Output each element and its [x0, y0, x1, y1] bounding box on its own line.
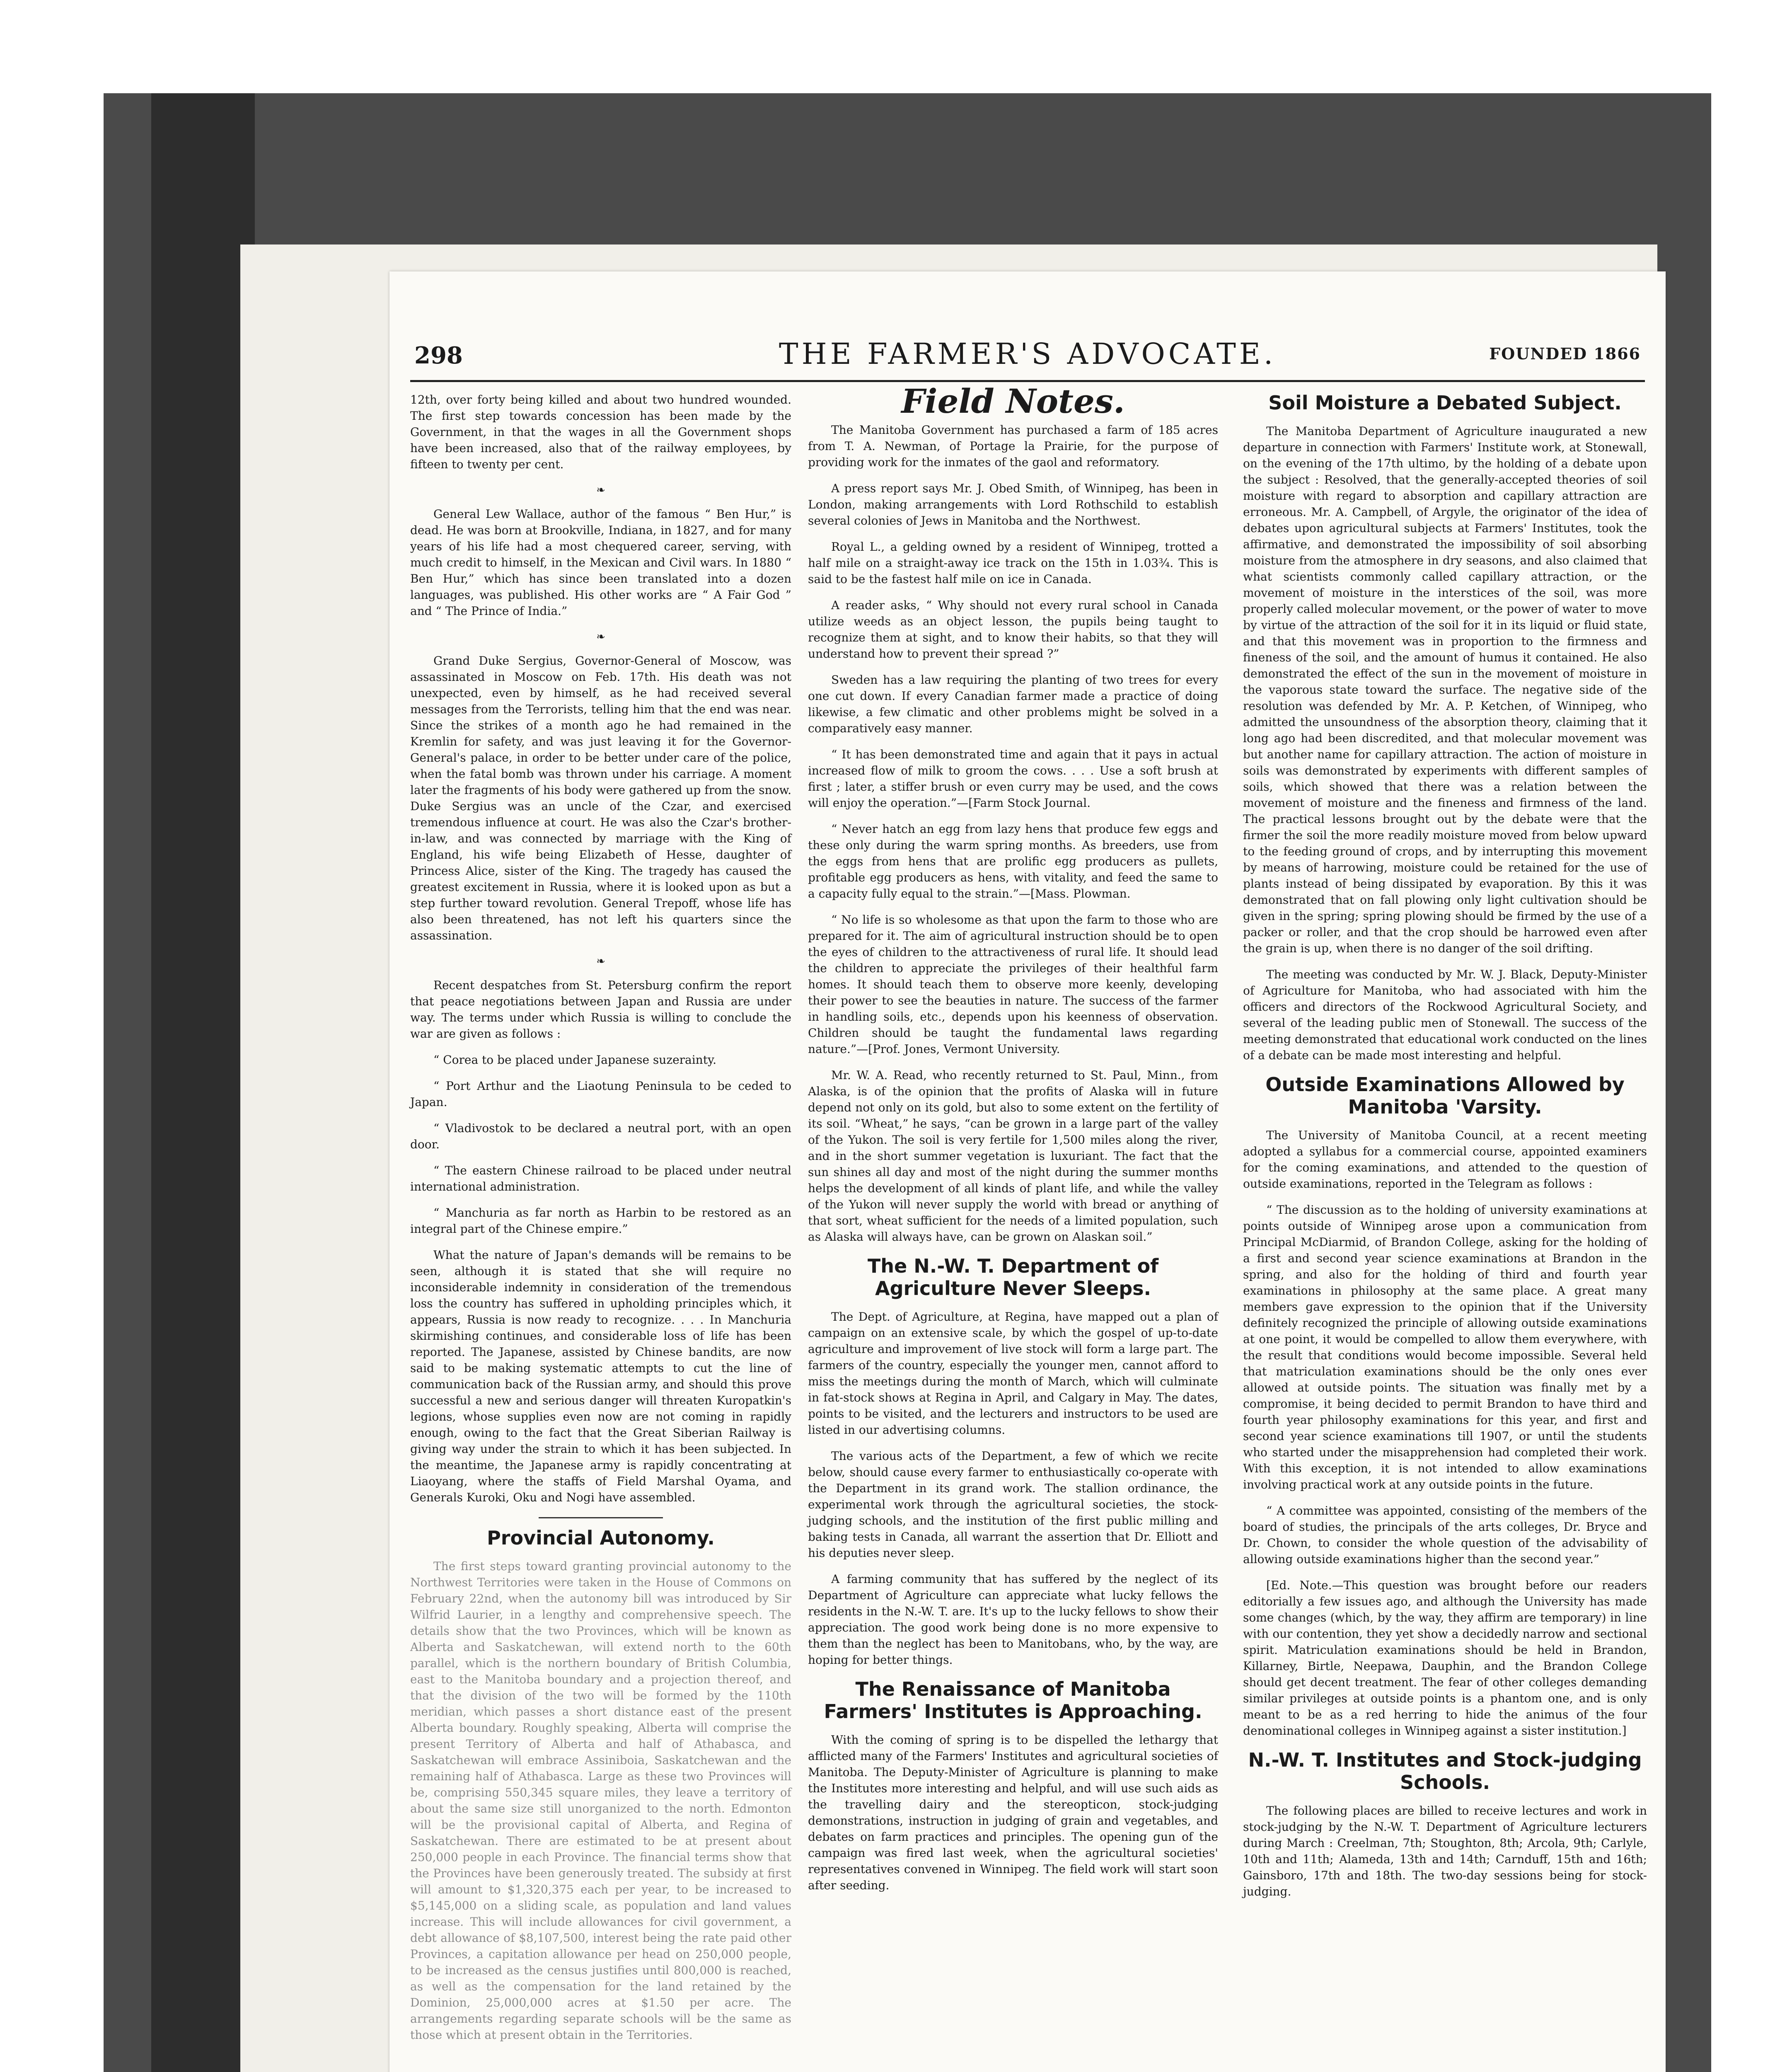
paragraph: “ Never hatch an egg from lazy hens that produce few eggs and these only during the warm spring months. As breeders, use from the eggs from hens that are prolific egg producers as pullets, profitable egg producers as hens, with vitality, and feed the same to a capacity fully equal to the strain.”—[Mass. Plowman. [808, 822, 1218, 900]
paragraph: “ Port Arthur and the Liaotung Peninsula to be ceded to Japan. [410, 1079, 791, 1109]
paragraph: The various acts of the Department, a few of which we recite below, should cause every farmer to enthusiastically co-operate with the Department in its grand work. The stallion ordinance, the experimental work through the agricultural societies, the stock-judging schools, and the institution of the first public milling and baking tests in Canada, all warrant the assertion that Dr. Elliott and his deputies never sleep. [808, 1449, 1218, 1560]
paragraph: The Manitoba Government has purchased a farm of 185 acres from T. A. Newman, of Portage la Prairie, for the purpose of providing work for the inmates of the gaol and reformatory. [808, 423, 1218, 469]
paragraph: “ Corea to be placed under Japanese suzerainty. [433, 1053, 716, 1067]
paragraph: A reader asks, “ Why should not every rural school in Canada utilize weeds as an object lesson, the pupils being taught to recognize them at sight, and to know their habits, so that they will understand how to prevent their spread ?” [808, 598, 1218, 661]
paragraph: [Ed. Note.—This question was brought before our readers editorially a few issues ago, and although the University has made some changes (which, by the way, they affirm are temporary) in line with our contention, they yet show a decidedly narrow and sectional spirit. Matriculation examinations should be held in Brandon, Killarney, Birtle, Neepawa, Dauphin, and the Brandon College should get decent treatment. The fear of other colleges demanding similar privileges at outside points is a phantom one, and is only meant to be as a red herring to hide the animus of the four denominational colleges in Winnipeg against a sister institution.] [1243, 1578, 1647, 1738]
paragraph: Mr. W. A. Read, who recently returned to St. Paul, Minn., from Alaska, is of the opinion that the profits of Alaska will in future depend not only on its gold, but also to some extent on the fertility of its soil. “Wheat,” he says, “can be grown in a large part of the valley of the Yukon. The soil is very fertile for 1,500 miles along the river, and in the short summer vegetation is luxuriant. The fact that the sun shines all day and most of the night during the summer months helps the development of all kinds of plant life, and while the valley of the Yukon will never supply the world with bread or anything of that sort, wheat sufficient for the needs of a limited population, such as Alaska will always have, can be grown on Alaskan soil.” [808, 1068, 1218, 1244]
paragraph: Sweden has a law requiring the planting of two trees for every one cut down. If every Canadian farmer made a practice of doing likewise, a few climatic and other problems might be solved in a comparatively easy manner. [808, 673, 1218, 735]
founded-label: FOUNDED 1866 [1489, 344, 1641, 363]
paragraph: “ A committee was appointed, consisting of the members of the board of studies, the principals of the arts colleges, Dr. Bryce and Dr. Chown, to consider the whole question of the advisability of allowing outside examinations higher than the second year.” [1243, 1504, 1647, 1566]
separator-icon: ❧ [596, 484, 605, 496]
paragraph: Royal L., a gelding owned by a resident of Winnipeg, trotted a half mile on a straight-away ice track on the 15th in 1.03¾. This is said to be the fastest half mile on ice in Canada. [808, 540, 1218, 586]
paragraph: “ The discussion as to the holding of university examinations at points outside of Winnipeg arose upon a communication from Principal McDiarmid, of Brandon College, asking for the holding of a first and second year science examinations at Brandon in the spring, and also for the holding of third and fourth year examinations in philosophy at the same place. A great many members gave expression to the opinion that if the University definitely recognized the principle of allowing outside examinations at one point, it would be compelled to allow them everywhere, with the result that conditions would become impossible. Several held that matriculation examinations should be the only ones ever allowed at outside points. The situation was finally met by a compromise, it being decided to permit Brandon to have third and fourth year philosophy examinations for this year, and first and second year science examinations till 1907, or until the students who started under the misapprehension had completed their work. With this exception, it is not intended to allow examinations involving practical work at any outside points in the future. [1243, 1203, 1647, 1491]
paragraph: What the nature of Japan's demands will be remains to be seen, although it is stated that she will require no inconsiderable indemnity in consideration of the tremendous loss the country has suffered in upholding principles which, it appears, Russia is now ready to recognize. . . . In Manchuria skirmishing continues, and considerable loss of life has been reported. The Japanese, assisted by Chinese bandits, are now said to be making systematic attempts to cut the line of communication back of the Russian army, and should this prove successful a new and serious danger will threaten Kuropatkin's legions, whose supplies even now are not coming in rapidly enough, owing to the fact that the Great Siberian Railway is giving way under the strain to which it has been subjected. In the meantime, the Japanese army is rapidly concentrating at Liaoyang, where the staffs of Field Marshal Oyama, and Generals Kuroki, Oku and Nogi have assembled. [410, 1248, 791, 1504]
heading-nwt-department: The N.-W. T. Department of Agriculture Never Sleeps. [867, 1255, 1159, 1300]
paragraph: The Manitoba Department of Agriculture inaugurated a new departure in connection with Farmers' Institute work, at Stonewall, on the evening of the 17th ultimo, by the holding of a debate upon the subject : Resolved, that the generally-accepted theories of soil moisture with regard to absorption and capillary attraction are erroneous. Mr. A. Campbell, of Argyle, the originator of the idea of debates upon agricultural subjects at Farmers' Institutes, took the affirmative, and demonstrated the impossibility of soil absorbing moisture from the atmosphere in dry seasons, and also claimed that what scientists commonly called capillary attraction, or the movement of moisture in the interstices of the soil, was more properly called molecular movement, or the power of water to move by virtue of the attraction of the soil for it in its liquid or fluid state, and that this movement was in proportion to the firmness and fineness of the soil, and the amount of humus it contained. He also demonstrated the effect of the sun in the movement of moisture in the vaporous state toward the surface. The negative side of the resolution was defended by Mr. A. P. Ketchen, of Winnipeg, who admitted the unsoundness of the absorption theory, claiming that it long ago had been discredited, and that molecular movement was but another name for capillary attraction. The action of moisture in soils was demonstrated by experiments with different samples of soils, which showed that there was a relation between the movement of moisture and the fineness and firmness of the land. The practical lessons brought out by the debate were that the firmer the soil the more readily moisture moved from below upward to the feeding ground of crops, and by interrupting this movement by means of harrowing, moisture could be retained for the use of plants instead of being dissipated by evaporation. By this it was demonstrated that on fall plowing only light cultivation should be given in the spring; spring plowing should be firmed by the use of a packer or roller, and that the crop should be harrowed even after the grain is up, when there is no danger of the soil drifting. [1243, 424, 1647, 955]
separator-icon: ❧ [596, 631, 605, 643]
paragraph: Recent despatches from St. Petersburg confirm the report that peace negotiations between Japan and Russia are under way. The terms under which Russia is willing to conclude the war are given as follows : [410, 978, 791, 1041]
heading-outside-examinations: Outside Examinations Allowed by Manitoba 'Varsity. [1265, 1073, 1625, 1118]
paragraph: A farming community that has suffered by the neglect of its Department of Agriculture can appreciate what lucky fellows the residents in the N.-W. T. are. It's up to the lucky fellows to show their appreciation. The good work being done is no more expensive to them than the neglect has been to Manitobans, who, by the way, are hoping for better things. [808, 1572, 1218, 1667]
paragraph: The Dept. of Agriculture, at Regina, have mapped out a plan of campaign on an extensive scale, by which the gospel of up-to-date agriculture and improvement of live stock will form a large part. The farmers of the country, especially the younger men, cannot afford to miss the meetings during the month of March, which will culminate in fat-stock shows at Regina in April, and Calgary in May. The dates, points to be visited, and the lecturers and instructors to be used are listed in our advertising columns. [808, 1310, 1218, 1437]
paragraph: The first steps toward granting provincial autonomy to the Northwest Territories were taken in the House of Commons on February 22nd, when the autonomy bill was introduced by Sir Wilfrid Laurier, in a lengthy and comprehensive speech. The details show that the two Provinces, which will be known as Alberta and Saskatchewan, will extend north to the 60th parallel, which is the northern boundary of British Columbia, east to the Manitoba boundary and a projection thereof, and that the division of the two will be formed by the 110th meridian, which passes a short distance east of the present Alberta boundary. Roughly speaking, Alberta will comprise the present Territory of Alberta and half of Athabasca, and Saskatchewan will embrace Assiniboia, Saskatchewan and the remaining half of Athabasca. Large as these two Provinces will be, comprising 550,345 square miles, they leave a territory of about the same size still unorganized to the north. Edmonton will be the provisional capital of Alberta, and Regina of Saskatchewan. There are estimated to be at present about 250,000 people in each Province. The financial terms show that the Provinces have been generously treated. The subsidy at first will amount to $1,320,375 each per year, to be increased to $5,145,000 on a sliding scale, as population and land values increase. This will include allowances for civil government, a debt allowance of $8,107,500, interest being the rate paid other Provinces, a capitation allowance per head on 250,000 people, to be increased as the census justifies until 800,000 is reached, as well as the compensation for the land retained by the Dominion, 25,000,000 acres at $1.50 per acre. The arrangements regarding separate schools will be the same as those which at present obtain in the Territories. [410, 1559, 791, 2042]
scanner-edge [151, 93, 255, 2072]
paragraph: The following places are billed to receive lectures and work in stock-judging by the N.-W. T. Department of Agriculture lecturers during March : Creelman, 7th; Stoughton, 8th; Arcola, 9th; Carlyle, 10th and 11th; Alameda, 13th and 14th; Carnduff, 15th and 16th; Gainsboro, 17th and 18th. The two-day sessions being for stock-judging. [1243, 1804, 1647, 1898]
paragraph: The University of Manitoba Council, at a recent meeting adopted a syllabus for a commercial course, appointed examiners for the coming examinations, and attended to the question of outside examinations, reported in the Telegram as follows : [1243, 1128, 1647, 1191]
column-left [410, 392, 791, 2053]
paragraph: A press report says Mr. J. Obed Smith, of Winnipeg, has been in London, making arrangements with Lord Rothschild to establish several colonies of Jews in Manitoba and the Northwest. [808, 482, 1218, 528]
paragraph: With the coming of spring is to be dispelled the lethargy that afflicted many of the Farmers' Institutes and agricultural societies of Manitoba. The Deputy-Minister of Agriculture is planning to make the Institutes more interesting and helpful, and will use such aids as the travelling dairy and the stereopticon, stock-judging demonstrations, instruction in judging of grain and vegetables, and debates on farm practices and principles. The opening gun of the campaign was fired last week, when the agricultural societies' representatives convened in Winnipeg. The field work will start soon after seeding. [808, 1733, 1218, 1892]
page-number: 298 [414, 342, 463, 369]
heading-soil-moisture: Soil Moisture a Debated Subject. [1268, 392, 1622, 414]
section-rule [539, 1517, 663, 1518]
paragraph: “ Vladivostok to be declared a neutral port, with an open door. [410, 1121, 791, 1151]
separator-icon: ❧ [596, 955, 605, 968]
paragraph: General Lew Wallace, author of the famous “ Ben Hur,” is dead. He was born at Brookville, Indiana, in 1827, and for many years of his life had a most chequered career, serving, with much credit to himself, in the Mexican and Civil wars. In 1880 “ Ben Hur,” which has since been translated into a dozen languages, was published. His other works are “ A Fair God ” and “ The Prince of India.” [410, 507, 791, 618]
heading-field-notes: Field Notes. [901, 382, 1125, 421]
heading-nwt-institutes: N.-W. T. Institutes and Stock-judging Schools. [1248, 1749, 1642, 1794]
heading-provincial-autonomy: Provincial Autonomy. [487, 1527, 715, 1549]
masthead: THE FARMER'S ADVOCATE. [779, 337, 1277, 371]
paragraph: 12th, over forty being killed and about two hundred wounded. The first step towards concession has been made by the Government, in that the wages in all the Government shops have been increased, also that of the railway employees, by fifteen to twenty per cent. [410, 393, 791, 471]
newspaper-page [389, 271, 1666, 2072]
paragraph: “ Manchuria as far north as Harbin to be restored as an integral part of the Chinese empire.” [410, 1206, 791, 1236]
paragraph: The meeting was conducted by Mr. W. J. Black, Deputy-Minister of Agriculture for Manitoba, who had associated with him the officers and directors of the Rockwood Agricultural Society, and several of the leading public men of Stonewall. The success of the meeting demonstrated that educational work conducted on the lines of a debate can be made most interesting and helpful. [1243, 968, 1647, 1062]
column-right [1243, 392, 1647, 1910]
paragraph: “ It has been demonstrated time and again that it pays in actual increased flow of milk to groom the cows. . . . Use a soft brush at first ; later, a stiffer brush or even curry may be used, and the cows will enjoy the operation.”—[Farm Stock Journal. [808, 748, 1218, 810]
paragraph: Grand Duke Sergius, Governor-General of Moscow, was assassinated in Moscow on Feb. 17th. His death was not unexpected, even by himself, as he had received several messages from the Terrorists, telling him that the end was near. Since the strikes of a month ago he had remained in the Kremlin for safety, and was just leaving it for the Governor-General's palace, in order to be better under care of the police, when the fatal bomb was thrown under his carriage. A moment later the fragments of his body were gathered up from the snow. Duke Sergius was an uncle of the Czar, and exercised tremendous influence at court. He was also the Czar's brother-in-law, and was connected by marriage with the King of England, his wife being Elizabeth of Hesse, daughter of Princess Alice, sister of the King. The tragedy has caused the greatest excitement in Russia, where it is looked upon as but a step further toward revolution. General Trepoff, whose life has also been threatened, has not left his quarters since the assassination. [410, 654, 791, 942]
heading-renaissance: The Renaissance of Manitoba Farmers' Institutes is Approaching. [824, 1678, 1202, 1723]
paragraph: “ The eastern Chinese railroad to be placed under neutral international administration. [410, 1164, 791, 1193]
column-middle [808, 382, 1218, 1903]
paragraph: “ No life is so wholesome as that upon the farm to those who are prepared for it. The aim of agricultural instruction should be to open the eyes of children to the attractiveness of rural life. It should lead the children to appreciate the privileges of their healthful farm homes. It should teach them to observe more keenly, developing their power to see the beauties in nature. The success of the farmer in handling soils, etc., depends upon his keenness of observation. Children should be taught the fundamental laws regarding nature.”—[Prof. Jones, Vermont University. [808, 913, 1218, 1056]
